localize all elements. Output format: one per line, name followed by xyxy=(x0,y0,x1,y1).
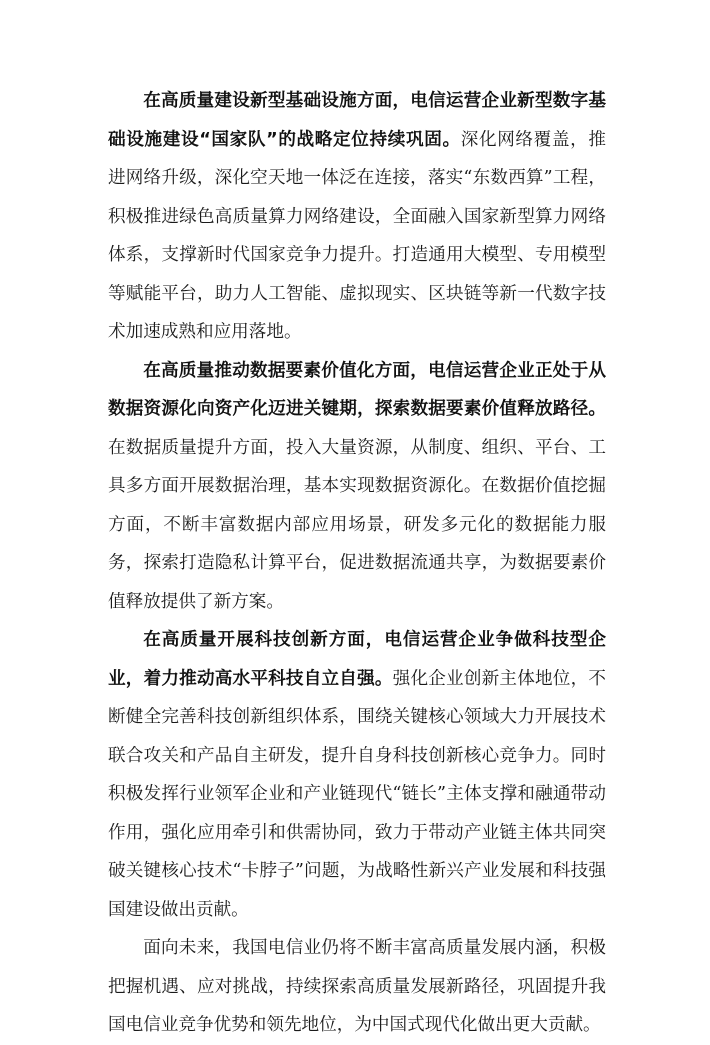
paragraph-lead: 在高质量开展科技创新方面，电信运营企业争做科技型企业，着力推动高水平科技自立自强。 xyxy=(108,630,606,689)
paragraph-body: 在数据质量提升方面，投入大量资源，从制度、组织、平台、工具多方面开展数据治理，基本实现数据资源化。在数据价值挖掘方面，不断丰富数据内部应用场景，研发多元化的数据能力服务，探索打造隐私计算平台，促进数据流通共享，为数据要素价值释放提供了新方案。 xyxy=(108,437,606,612)
paragraph-tech-innovation xyxy=(108,621,606,929)
paragraph-body: 面向未来，我国电信业仍将不断丰富高质量发展内涵，积极把握机遇、应对挑战，持续探索高质量发展新路径，巩固提升我国电信业竞争优势和领先地位，为中国式现代化做出更大贡献。 xyxy=(108,938,606,1035)
paragraph-lead: 在高质量推动数据要素价值化方面，电信运营企业正处于从数据资源化向资产化迈进关键期，探索数据要素价值释放路径。 xyxy=(108,360,606,419)
paragraph-body: 强化企业创新主体地位，不断健全完善科技创新组织体系，围绕关键核心领域大力开展技术联合攻关和产品自主研发，提升自身科技创新核心竞争力。同时积极发挥行业领军企业和产业链现代“链长”主体支撑和融通带动作用，强化应用牵引和供需协同，致力于带动产业链主体共同突破关键核心技术“卡脖子”问题，为战略性新兴产业发展和科技强国建设做出贡献。 xyxy=(108,668,606,920)
paragraph-infrastructure xyxy=(108,82,606,352)
document-page xyxy=(108,82,606,1045)
paragraph-lead: 在高质量建设新型基础设施方面，电信运营企业新型数字基础设施建设“国家队”的战略定位持续巩固。 xyxy=(108,91,606,150)
paragraph-data-elements xyxy=(108,352,606,622)
paragraph-future-outlook xyxy=(108,929,606,1045)
paragraph-body: 深化网络覆盖，推进网络升级，深化空天地一体泛在连接，落实“东数西算”工程，积极推进绿色高质量算力网络建设，全面融入国家新型算力网络体系，支撑新时代国家竞争力提升。打造通用大模型、专用模型等赋能平台，助力人工智能、虚拟现实、区块链等新一代数字技术加速成熟和应用落地。 xyxy=(108,129,606,342)
